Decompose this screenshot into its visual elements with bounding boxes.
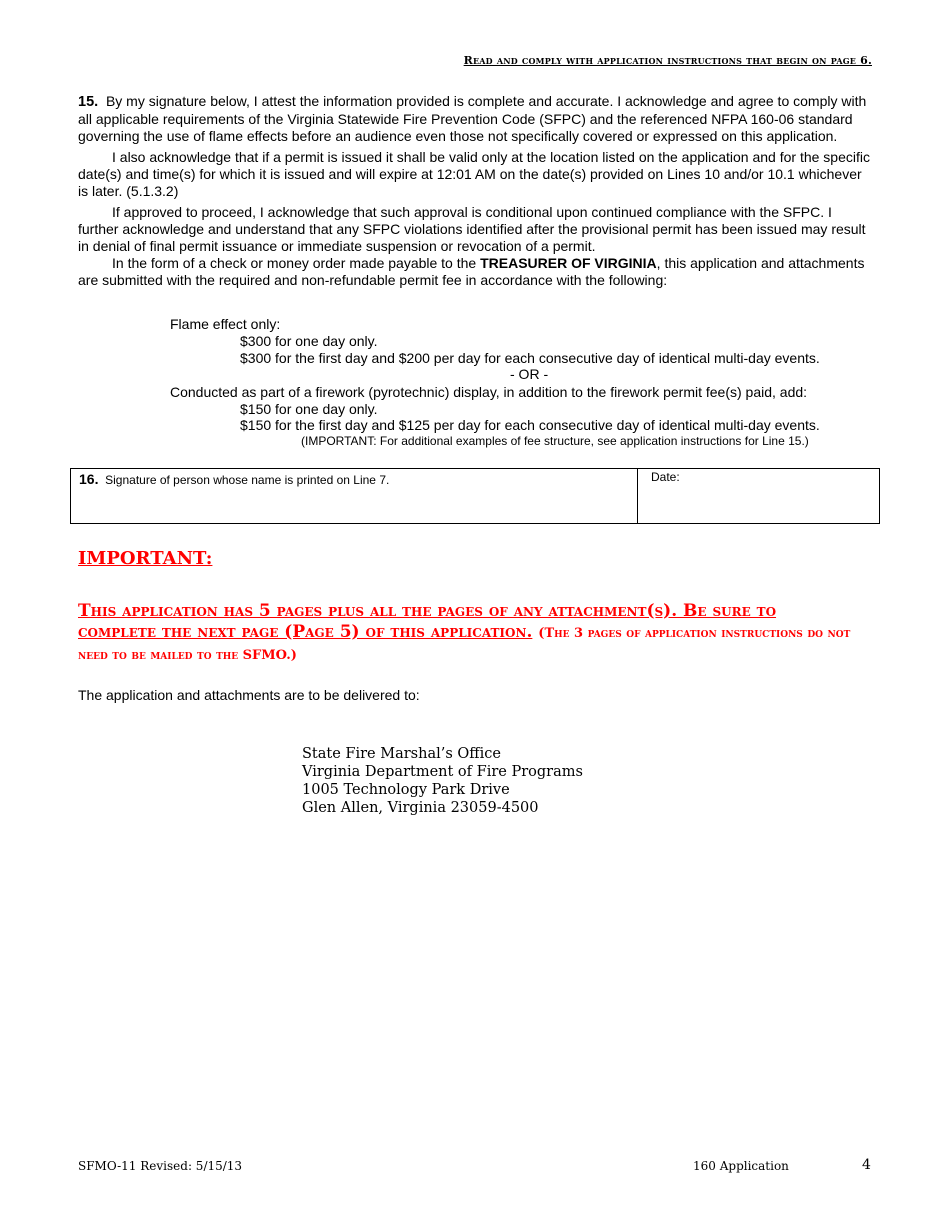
firework-one-day-fee: $150 for one day only.	[240, 401, 378, 417]
address-line: Glen Allen, Virginia 23059-4500	[302, 800, 539, 816]
important-heading: IMPORTANT:	[78, 548, 213, 569]
flame-one-day-fee: $300 for one day only.	[240, 333, 378, 349]
line-15-paragraph-1: 15. By my signature below, I attest the information provided is complete and accurate. I acknowledge and agree to comply with all applicable requirements of the Virginia Statewide Fire Prevention Code (SFPC) and the referenced NFPA 160-06 standard governing the use of flame effects before an audience even those not specifically covered or expressed on this application.	[78, 93, 867, 144]
delivery-intro: The application and attachments are to be delivered to:	[78, 687, 420, 703]
flame-effect-heading: Flame effect only:	[170, 316, 281, 332]
warning-main-text: This application has 5 pages plus all the pages of any attachment(s). Be sure to complete the next page (Page 5) of this application.	[78, 601, 777, 642]
line-15-paragraph-4: In the form of a check or money order made payable to the TREASURER OF VIRGINIA, this application and attachments are submitted with the required and non-refundable permit fee in accordance with the following:	[78, 255, 865, 288]
address-line: 1005 Technology Park Drive	[302, 782, 510, 798]
date-field[interactable]	[651, 470, 680, 484]
mailing-address	[302, 745, 583, 817]
line-16-number: 16.	[79, 471, 99, 487]
warning-sub-text: (The 3 pages of application instructions do not need to be mailed to the SFMO.)	[78, 626, 851, 663]
signature-box	[70, 468, 880, 524]
or-separator: - OR -	[510, 366, 549, 382]
signature-date-divider	[637, 469, 638, 523]
firework-heading: Conducted as part of a firework (pyrotechnic) display, in addition to the firework permit fee(s) paid, add:	[170, 384, 808, 400]
line-15-number: 15.	[78, 94, 99, 110]
fee-structure-note: (IMPORTANT: For additional examples of fee structure, see application instructions for Line 15.)	[301, 434, 809, 448]
date-label: Date:	[651, 470, 680, 484]
signature-label: Signature of person whose name is printed on Line 7.	[105, 473, 390, 487]
footer-form-id: SFMO-11 Revised: 5/15/13	[78, 1159, 243, 1173]
address-line: Virginia Department of Fire Programs	[302, 764, 583, 780]
footer-form-name: 160 Application	[693, 1159, 789, 1173]
page-count-warning	[78, 601, 858, 666]
line-15-section	[78, 93, 872, 289]
footer-page-number: 4	[862, 1157, 871, 1173]
flame-multi-day-fee: $300 for the first day and $200 per day for each consecutive day of identical multi-day events.	[240, 350, 820, 366]
line-15-paragraph-2: I also acknowledge that if a permit is issued it shall be valid only at the location listed on the application and for the specific date(s) and time(s) for which it is issued and will expire at 12:01 AM on the date(s) provided on Lines 10 and/or 10.1 whichever is later. (5.1.3.2)	[78, 149, 870, 199]
line-15-paragraph-3: If approved to proceed, I acknowledge that such approval is conditional upon continued compliance with the SFPC. I further acknowledge and understand that any SFPC violations identified after the provisional permit has been issued may result in denial of final permit issuance or immediate suspension or revocation of a permit.	[78, 204, 866, 254]
firework-multi-day-fee: $150 for the first day and $125 per day for each consecutive day of identical multi-day events.	[240, 417, 820, 433]
address-line: State Fire Marshal’s Office	[302, 746, 501, 762]
signature-field[interactable]	[79, 471, 389, 487]
instructions-header-note: Read and comply with application instructions that begin on page 6.	[463, 54, 872, 67]
treasurer-payee: TREASURER OF VIRGINIA	[480, 255, 657, 271]
